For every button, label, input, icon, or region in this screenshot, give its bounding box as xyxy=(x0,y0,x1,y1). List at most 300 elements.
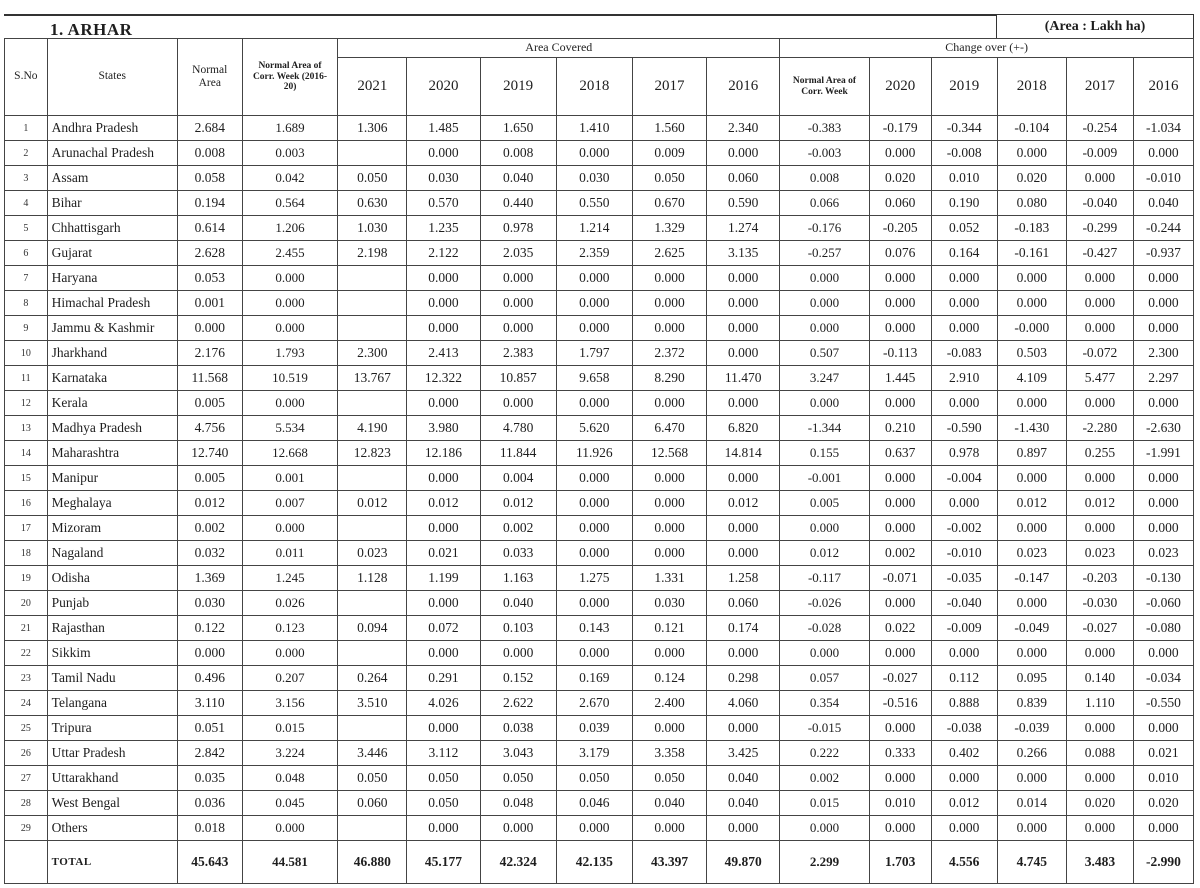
state-cell: Manipur xyxy=(47,466,177,491)
state-cell: Haryana xyxy=(47,266,177,291)
area-2019-cell: 0.012 xyxy=(480,491,556,516)
area-2018-cell: 0.039 xyxy=(556,716,632,741)
area-2016-cell: 0.000 xyxy=(707,316,780,341)
area-2016-cell: 4.060 xyxy=(707,691,780,716)
normal-corr-week-cell: 0.123 xyxy=(242,616,338,641)
change-2017-cell: 5.477 xyxy=(1066,366,1133,391)
table-row xyxy=(5,816,1194,841)
area-2019-cell: 1.163 xyxy=(480,566,556,591)
normal-area-cell: 11.568 xyxy=(177,366,242,391)
change-2020-cell: 0.000 xyxy=(869,466,931,491)
change-normal-corr-week-cell: 0.155 xyxy=(780,441,869,466)
area-2017-cell: 0.000 xyxy=(632,716,706,741)
state-cell: Maharashtra xyxy=(47,441,177,466)
table-row xyxy=(5,516,1194,541)
normal-corr-week-cell: 0.011 xyxy=(242,541,338,566)
change-2018-cell: 0.023 xyxy=(997,541,1066,566)
sno-cell: 24 xyxy=(5,691,48,716)
table-body xyxy=(5,116,1194,884)
area-2020-cell: 0.000 xyxy=(407,266,480,291)
state-cell: Telangana xyxy=(47,691,177,716)
normal-corr-week-cell: 1.793 xyxy=(242,341,338,366)
change-2019-cell: -0.002 xyxy=(931,516,997,541)
area-2016-cell: 0.000 xyxy=(707,466,780,491)
change-2017-cell: 0.000 xyxy=(1066,391,1133,416)
change-normal-corr-week-cell: -0.383 xyxy=(780,116,869,141)
change-normal-corr-week-cell: -0.117 xyxy=(780,566,869,591)
change-2016-cell: -2.990 xyxy=(1133,841,1193,884)
change-2020-cell: 0.000 xyxy=(869,516,931,541)
change-normal-corr-week-cell: 0.000 xyxy=(780,516,869,541)
change-2016-cell: 0.000 xyxy=(1133,516,1193,541)
area-2019-cell: 0.008 xyxy=(480,141,556,166)
area-2018-cell: 2.670 xyxy=(556,691,632,716)
normal-corr-week-cell: 0.564 xyxy=(242,191,338,216)
sno-cell: 8 xyxy=(5,291,48,316)
change-2017-cell: 0.023 xyxy=(1066,541,1133,566)
normal-area-cell: 0.005 xyxy=(177,391,242,416)
change-2018-cell: 0.012 xyxy=(997,491,1066,516)
area-2017-cell: 0.050 xyxy=(632,766,706,791)
state-cell: Jharkhand xyxy=(47,341,177,366)
area-2019-cell: 1.650 xyxy=(480,116,556,141)
table-row xyxy=(5,266,1194,291)
change-2017-cell: -0.040 xyxy=(1066,191,1133,216)
change-2020-cell: 1.703 xyxy=(869,841,931,884)
header-change-year: 2019 xyxy=(931,58,997,116)
state-cell: Chhattisgarh xyxy=(47,216,177,241)
area-2017-cell: 0.000 xyxy=(632,641,706,666)
normal-area-cell: 0.005 xyxy=(177,466,242,491)
change-2020-cell: 0.210 xyxy=(869,416,931,441)
area-2019-cell: 0.000 xyxy=(480,641,556,666)
state-cell: Odisha xyxy=(47,566,177,591)
change-2018-cell: 0.000 xyxy=(997,516,1066,541)
normal-area-cell: 0.000 xyxy=(177,641,242,666)
table-row xyxy=(5,216,1194,241)
change-2019-cell: 0.190 xyxy=(931,191,997,216)
area-2021-cell: 13.767 xyxy=(338,366,407,391)
normal-corr-week-cell: 0.000 xyxy=(242,291,338,316)
sno-cell: 6 xyxy=(5,241,48,266)
change-2020-cell: -0.071 xyxy=(869,566,931,591)
normal-area-cell: 0.614 xyxy=(177,216,242,241)
area-2016-cell: 0.000 xyxy=(707,341,780,366)
area-2016-cell: 0.298 xyxy=(707,666,780,691)
area-2019-cell: 2.035 xyxy=(480,241,556,266)
change-2018-cell: -1.430 xyxy=(997,416,1066,441)
change-2016-cell: -2.630 xyxy=(1133,416,1193,441)
area-2018-cell: 0.000 xyxy=(556,816,632,841)
sno-cell: 12 xyxy=(5,391,48,416)
table-row xyxy=(5,541,1194,566)
state-cell: Gujarat xyxy=(47,241,177,266)
sno-cell: 3 xyxy=(5,166,48,191)
table-row xyxy=(5,641,1194,666)
table-row xyxy=(5,316,1194,341)
state-cell: Sikkim xyxy=(47,641,177,666)
area-2019-cell: 0.152 xyxy=(480,666,556,691)
change-2019-cell: -0.083 xyxy=(931,341,997,366)
area-2018-cell: 0.000 xyxy=(556,316,632,341)
change-2020-cell: 0.333 xyxy=(869,741,931,766)
area-2019-cell: 0.048 xyxy=(480,791,556,816)
area-2017-cell: 0.670 xyxy=(632,191,706,216)
change-2019-cell: -0.035 xyxy=(931,566,997,591)
state-cell: Nagaland xyxy=(47,541,177,566)
area-2017-cell: 43.397 xyxy=(632,841,706,884)
change-2018-cell: 0.000 xyxy=(997,266,1066,291)
header-change-year: 2020 xyxy=(869,58,931,116)
sno-cell: 7 xyxy=(5,266,48,291)
area-2016-cell: 0.040 xyxy=(707,791,780,816)
normal-area-cell: 0.496 xyxy=(177,666,242,691)
change-2018-cell: 0.000 xyxy=(997,141,1066,166)
area-2019-cell: 0.000 xyxy=(480,391,556,416)
area-2019-cell: 0.004 xyxy=(480,466,556,491)
change-2017-cell: 0.000 xyxy=(1066,816,1133,841)
change-2017-cell: 0.000 xyxy=(1066,766,1133,791)
area-2020-cell: 0.000 xyxy=(407,591,480,616)
area-2021-cell: 2.198 xyxy=(338,241,407,266)
change-2016-cell: 0.000 xyxy=(1133,316,1193,341)
area-2016-cell: 0.174 xyxy=(707,616,780,641)
table-row xyxy=(5,416,1194,441)
area-2021-cell xyxy=(338,716,407,741)
area-2020-cell: 0.072 xyxy=(407,616,480,641)
area-2018-cell: 1.797 xyxy=(556,341,632,366)
state-cell: Bihar xyxy=(47,191,177,216)
change-2018-cell: 0.000 xyxy=(997,641,1066,666)
area-2020-cell: 0.000 xyxy=(407,466,480,491)
state-cell: Rajasthan xyxy=(47,616,177,641)
state-cell: Uttar Pradesh xyxy=(47,741,177,766)
sno-cell: 20 xyxy=(5,591,48,616)
normal-area-cell: 0.122 xyxy=(177,616,242,641)
area-2016-cell: 14.814 xyxy=(707,441,780,466)
area-2017-cell: 0.000 xyxy=(632,266,706,291)
area-2020-cell: 3.112 xyxy=(407,741,480,766)
change-2018-cell: 0.095 xyxy=(997,666,1066,691)
unit-note: (Area : Lakh ha) xyxy=(996,14,1194,38)
change-2019-cell: -0.040 xyxy=(931,591,997,616)
area-2021-cell xyxy=(338,391,407,416)
area-2021-cell: 0.050 xyxy=(338,166,407,191)
sno-cell: 11 xyxy=(5,366,48,391)
area-2020-cell: 0.030 xyxy=(407,166,480,191)
normal-area-cell: 12.740 xyxy=(177,441,242,466)
change-2017-cell: 3.483 xyxy=(1066,841,1133,884)
area-2019-cell: 0.002 xyxy=(480,516,556,541)
area-2018-cell: 2.359 xyxy=(556,241,632,266)
table-row xyxy=(5,291,1194,316)
header-area-covered: Area Covered xyxy=(338,39,780,58)
area-2021-cell xyxy=(338,141,407,166)
area-2019-cell: 0.000 xyxy=(480,316,556,341)
change-2020-cell: 0.000 xyxy=(869,491,931,516)
table-row xyxy=(5,491,1194,516)
normal-corr-week-cell: 3.156 xyxy=(242,691,338,716)
area-2016-cell: 49.870 xyxy=(707,841,780,884)
change-2019-cell: 0.000 xyxy=(931,766,997,791)
normal-corr-week-cell: 1.689 xyxy=(242,116,338,141)
arhar-area-table xyxy=(4,38,1194,884)
area-2021-cell: 0.264 xyxy=(338,666,407,691)
area-2018-cell: 1.275 xyxy=(556,566,632,591)
change-2018-cell: 4.109 xyxy=(997,366,1066,391)
table-row xyxy=(5,691,1194,716)
normal-area-cell: 1.369 xyxy=(177,566,242,591)
state-cell: Andhra Pradesh xyxy=(47,116,177,141)
area-2020-cell: 0.000 xyxy=(407,291,480,316)
change-2017-cell: 0.000 xyxy=(1066,716,1133,741)
normal-corr-week-cell: 0.045 xyxy=(242,791,338,816)
area-2016-cell: 0.000 xyxy=(707,266,780,291)
change-2016-cell: 0.000 xyxy=(1133,291,1193,316)
table-row xyxy=(5,166,1194,191)
change-2019-cell: 0.000 xyxy=(931,316,997,341)
change-2019-cell: -0.038 xyxy=(931,716,997,741)
change-2016-cell: 0.000 xyxy=(1133,466,1193,491)
change-2019-cell: 0.012 xyxy=(931,791,997,816)
normal-area-cell: 0.058 xyxy=(177,166,242,191)
change-2017-cell: -0.072 xyxy=(1066,341,1133,366)
area-2020-cell: 0.000 xyxy=(407,816,480,841)
change-normal-corr-week-cell: -0.003 xyxy=(780,141,869,166)
change-normal-corr-week-cell: 0.507 xyxy=(780,341,869,366)
area-2021-cell xyxy=(338,516,407,541)
change-2017-cell: 0.000 xyxy=(1066,516,1133,541)
area-2017-cell: 2.400 xyxy=(632,691,706,716)
change-2020-cell: 0.000 xyxy=(869,391,931,416)
area-2020-cell: 0.050 xyxy=(407,791,480,816)
area-2016-cell: 1.274 xyxy=(707,216,780,241)
change-2016-cell: 0.040 xyxy=(1133,191,1193,216)
area-2021-cell: 0.050 xyxy=(338,766,407,791)
change-2019-cell: -0.009 xyxy=(931,616,997,641)
area-2017-cell: 0.000 xyxy=(632,466,706,491)
area-2016-cell: 0.040 xyxy=(707,766,780,791)
change-2019-cell: 0.000 xyxy=(931,291,997,316)
area-2018-cell: 11.926 xyxy=(556,441,632,466)
change-2020-cell: 0.002 xyxy=(869,541,931,566)
area-2017-cell: 8.290 xyxy=(632,366,706,391)
area-2016-cell: 3.135 xyxy=(707,241,780,266)
table-row xyxy=(5,741,1194,766)
change-2019-cell: 0.052 xyxy=(931,216,997,241)
area-2018-cell: 0.000 xyxy=(556,466,632,491)
area-2017-cell: 0.000 xyxy=(632,541,706,566)
change-2020-cell: 0.060 xyxy=(869,191,931,216)
total-row xyxy=(5,841,1194,884)
normal-area-cell: 0.002 xyxy=(177,516,242,541)
change-2019-cell: 0.112 xyxy=(931,666,997,691)
change-2018-cell: -0.147 xyxy=(997,566,1066,591)
change-2020-cell: -0.027 xyxy=(869,666,931,691)
change-2018-cell: 0.000 xyxy=(997,816,1066,841)
title-row xyxy=(4,14,1194,38)
change-2016-cell: 2.297 xyxy=(1133,366,1193,391)
area-2017-cell: 3.358 xyxy=(632,741,706,766)
normal-corr-week-cell: 0.007 xyxy=(242,491,338,516)
area-2016-cell: 11.470 xyxy=(707,366,780,391)
area-2018-cell: 0.169 xyxy=(556,666,632,691)
change-normal-corr-week-cell: -0.028 xyxy=(780,616,869,641)
area-2020-cell: 1.199 xyxy=(407,566,480,591)
state-cell: Others xyxy=(47,816,177,841)
area-2019-cell: 42.324 xyxy=(480,841,556,884)
normal-corr-week-cell: 3.224 xyxy=(242,741,338,766)
area-2020-cell: 0.000 xyxy=(407,316,480,341)
sno-cell: 29 xyxy=(5,816,48,841)
change-2018-cell: -0.104 xyxy=(997,116,1066,141)
change-2016-cell: 0.000 xyxy=(1133,641,1193,666)
area-2019-cell: 0.038 xyxy=(480,716,556,741)
area-2020-cell: 0.291 xyxy=(407,666,480,691)
sno-cell: 1 xyxy=(5,116,48,141)
state-cell: Himachal Pradesh xyxy=(47,291,177,316)
area-2021-cell xyxy=(338,816,407,841)
area-2016-cell: 2.340 xyxy=(707,116,780,141)
area-2021-cell: 3.510 xyxy=(338,691,407,716)
sno-cell: 14 xyxy=(5,441,48,466)
normal-area-cell: 2.176 xyxy=(177,341,242,366)
change-2020-cell: 0.637 xyxy=(869,441,931,466)
area-2018-cell: 0.000 xyxy=(556,291,632,316)
area-2016-cell: 0.000 xyxy=(707,541,780,566)
change-2018-cell: 0.000 xyxy=(997,391,1066,416)
normal-area-cell: 0.036 xyxy=(177,791,242,816)
area-2020-cell: 0.000 xyxy=(407,141,480,166)
area-2016-cell: 0.000 xyxy=(707,141,780,166)
table-row xyxy=(5,191,1194,216)
header-change-normal-corr-week: Normal Area of Corr. Week xyxy=(780,58,869,116)
area-2016-cell: 0.060 xyxy=(707,591,780,616)
area-2017-cell: 0.000 xyxy=(632,316,706,341)
normal-corr-week-cell: 12.668 xyxy=(242,441,338,466)
area-2018-cell: 0.000 xyxy=(556,266,632,291)
change-2019-cell: 2.910 xyxy=(931,366,997,391)
change-2017-cell: -2.280 xyxy=(1066,416,1133,441)
area-2016-cell: 0.000 xyxy=(707,716,780,741)
area-2021-cell: 0.630 xyxy=(338,191,407,216)
change-2016-cell: -0.060 xyxy=(1133,591,1193,616)
area-2018-cell: 0.046 xyxy=(556,791,632,816)
state-cell: Karnataka xyxy=(47,366,177,391)
change-2017-cell: -0.027 xyxy=(1066,616,1133,641)
change-2019-cell: 4.556 xyxy=(931,841,997,884)
change-normal-corr-week-cell: -0.026 xyxy=(780,591,869,616)
change-2018-cell: -0.161 xyxy=(997,241,1066,266)
area-2017-cell: 2.625 xyxy=(632,241,706,266)
change-2017-cell: 0.088 xyxy=(1066,741,1133,766)
change-2016-cell: 0.020 xyxy=(1133,791,1193,816)
change-2019-cell: -0.344 xyxy=(931,116,997,141)
change-2020-cell: 0.000 xyxy=(869,816,931,841)
area-2018-cell: 3.179 xyxy=(556,741,632,766)
area-2021-cell: 0.023 xyxy=(338,541,407,566)
normal-corr-week-cell: 0.026 xyxy=(242,591,338,616)
change-normal-corr-week-cell: 0.000 xyxy=(780,391,869,416)
area-2019-cell: 0.978 xyxy=(480,216,556,241)
change-2018-cell: 0.014 xyxy=(997,791,1066,816)
change-2020-cell: 0.022 xyxy=(869,616,931,641)
area-2020-cell: 12.322 xyxy=(407,366,480,391)
change-2018-cell: -0.183 xyxy=(997,216,1066,241)
change-2016-cell: 0.000 xyxy=(1133,816,1193,841)
normal-area-cell: 0.053 xyxy=(177,266,242,291)
area-2017-cell: 1.331 xyxy=(632,566,706,591)
change-normal-corr-week-cell: -0.257 xyxy=(780,241,869,266)
change-2019-cell: -0.008 xyxy=(931,141,997,166)
normal-area-cell: 0.012 xyxy=(177,491,242,516)
change-2020-cell: 0.000 xyxy=(869,291,931,316)
change-normal-corr-week-cell: 0.012 xyxy=(780,541,869,566)
area-2018-cell: 0.000 xyxy=(556,141,632,166)
area-2021-cell xyxy=(338,316,407,341)
change-2018-cell: 0.000 xyxy=(997,766,1066,791)
area-2020-cell: 3.980 xyxy=(407,416,480,441)
change-2016-cell: 0.000 xyxy=(1133,491,1193,516)
change-normal-corr-week-cell: 0.000 xyxy=(780,816,869,841)
area-2020-cell: 0.000 xyxy=(407,391,480,416)
change-2018-cell: 0.266 xyxy=(997,741,1066,766)
sno-cell: 27 xyxy=(5,766,48,791)
normal-corr-week-cell: 44.581 xyxy=(242,841,338,884)
change-2018-cell: 0.503 xyxy=(997,341,1066,366)
sno-cell: 18 xyxy=(5,541,48,566)
header-area-year: 2016 xyxy=(707,58,780,116)
area-2018-cell: 0.143 xyxy=(556,616,632,641)
change-normal-corr-week-cell: 0.002 xyxy=(780,766,869,791)
area-2021-cell: 12.823 xyxy=(338,441,407,466)
table-row xyxy=(5,116,1194,141)
area-2019-cell: 2.622 xyxy=(480,691,556,716)
state-cell: Kerala xyxy=(47,391,177,416)
area-2018-cell: 0.000 xyxy=(556,591,632,616)
area-2016-cell: 0.000 xyxy=(707,816,780,841)
area-2016-cell: 0.000 xyxy=(707,641,780,666)
change-2018-cell: 0.020 xyxy=(997,166,1066,191)
area-2017-cell: 0.124 xyxy=(632,666,706,691)
change-2016-cell: 0.000 xyxy=(1133,141,1193,166)
change-2020-cell: 0.000 xyxy=(869,266,931,291)
normal-area-cell: 0.001 xyxy=(177,291,242,316)
change-2020-cell: 0.020 xyxy=(869,166,931,191)
area-2016-cell: 0.000 xyxy=(707,391,780,416)
area-2019-cell: 10.857 xyxy=(480,366,556,391)
state-cell: Punjab xyxy=(47,591,177,616)
sno-cell: 28 xyxy=(5,791,48,816)
normal-corr-week-cell: 0.000 xyxy=(242,641,338,666)
change-2017-cell: -0.009 xyxy=(1066,141,1133,166)
area-2020-cell: 0.000 xyxy=(407,516,480,541)
area-2018-cell: 0.000 xyxy=(556,541,632,566)
area-2019-cell: 0.050 xyxy=(480,766,556,791)
area-2017-cell: 0.000 xyxy=(632,491,706,516)
header-change-year: 2017 xyxy=(1066,58,1133,116)
change-2018-cell: 0.080 xyxy=(997,191,1066,216)
normal-corr-week-cell: 0.042 xyxy=(242,166,338,191)
change-2016-cell: -0.244 xyxy=(1133,216,1193,241)
change-2016-cell: -1.991 xyxy=(1133,441,1193,466)
area-2021-cell: 1.030 xyxy=(338,216,407,241)
sno-cell: 9 xyxy=(5,316,48,341)
change-2016-cell: 0.000 xyxy=(1133,391,1193,416)
area-2021-cell: 0.060 xyxy=(338,791,407,816)
area-2018-cell: 0.000 xyxy=(556,391,632,416)
normal-corr-week-cell: 0.000 xyxy=(242,266,338,291)
